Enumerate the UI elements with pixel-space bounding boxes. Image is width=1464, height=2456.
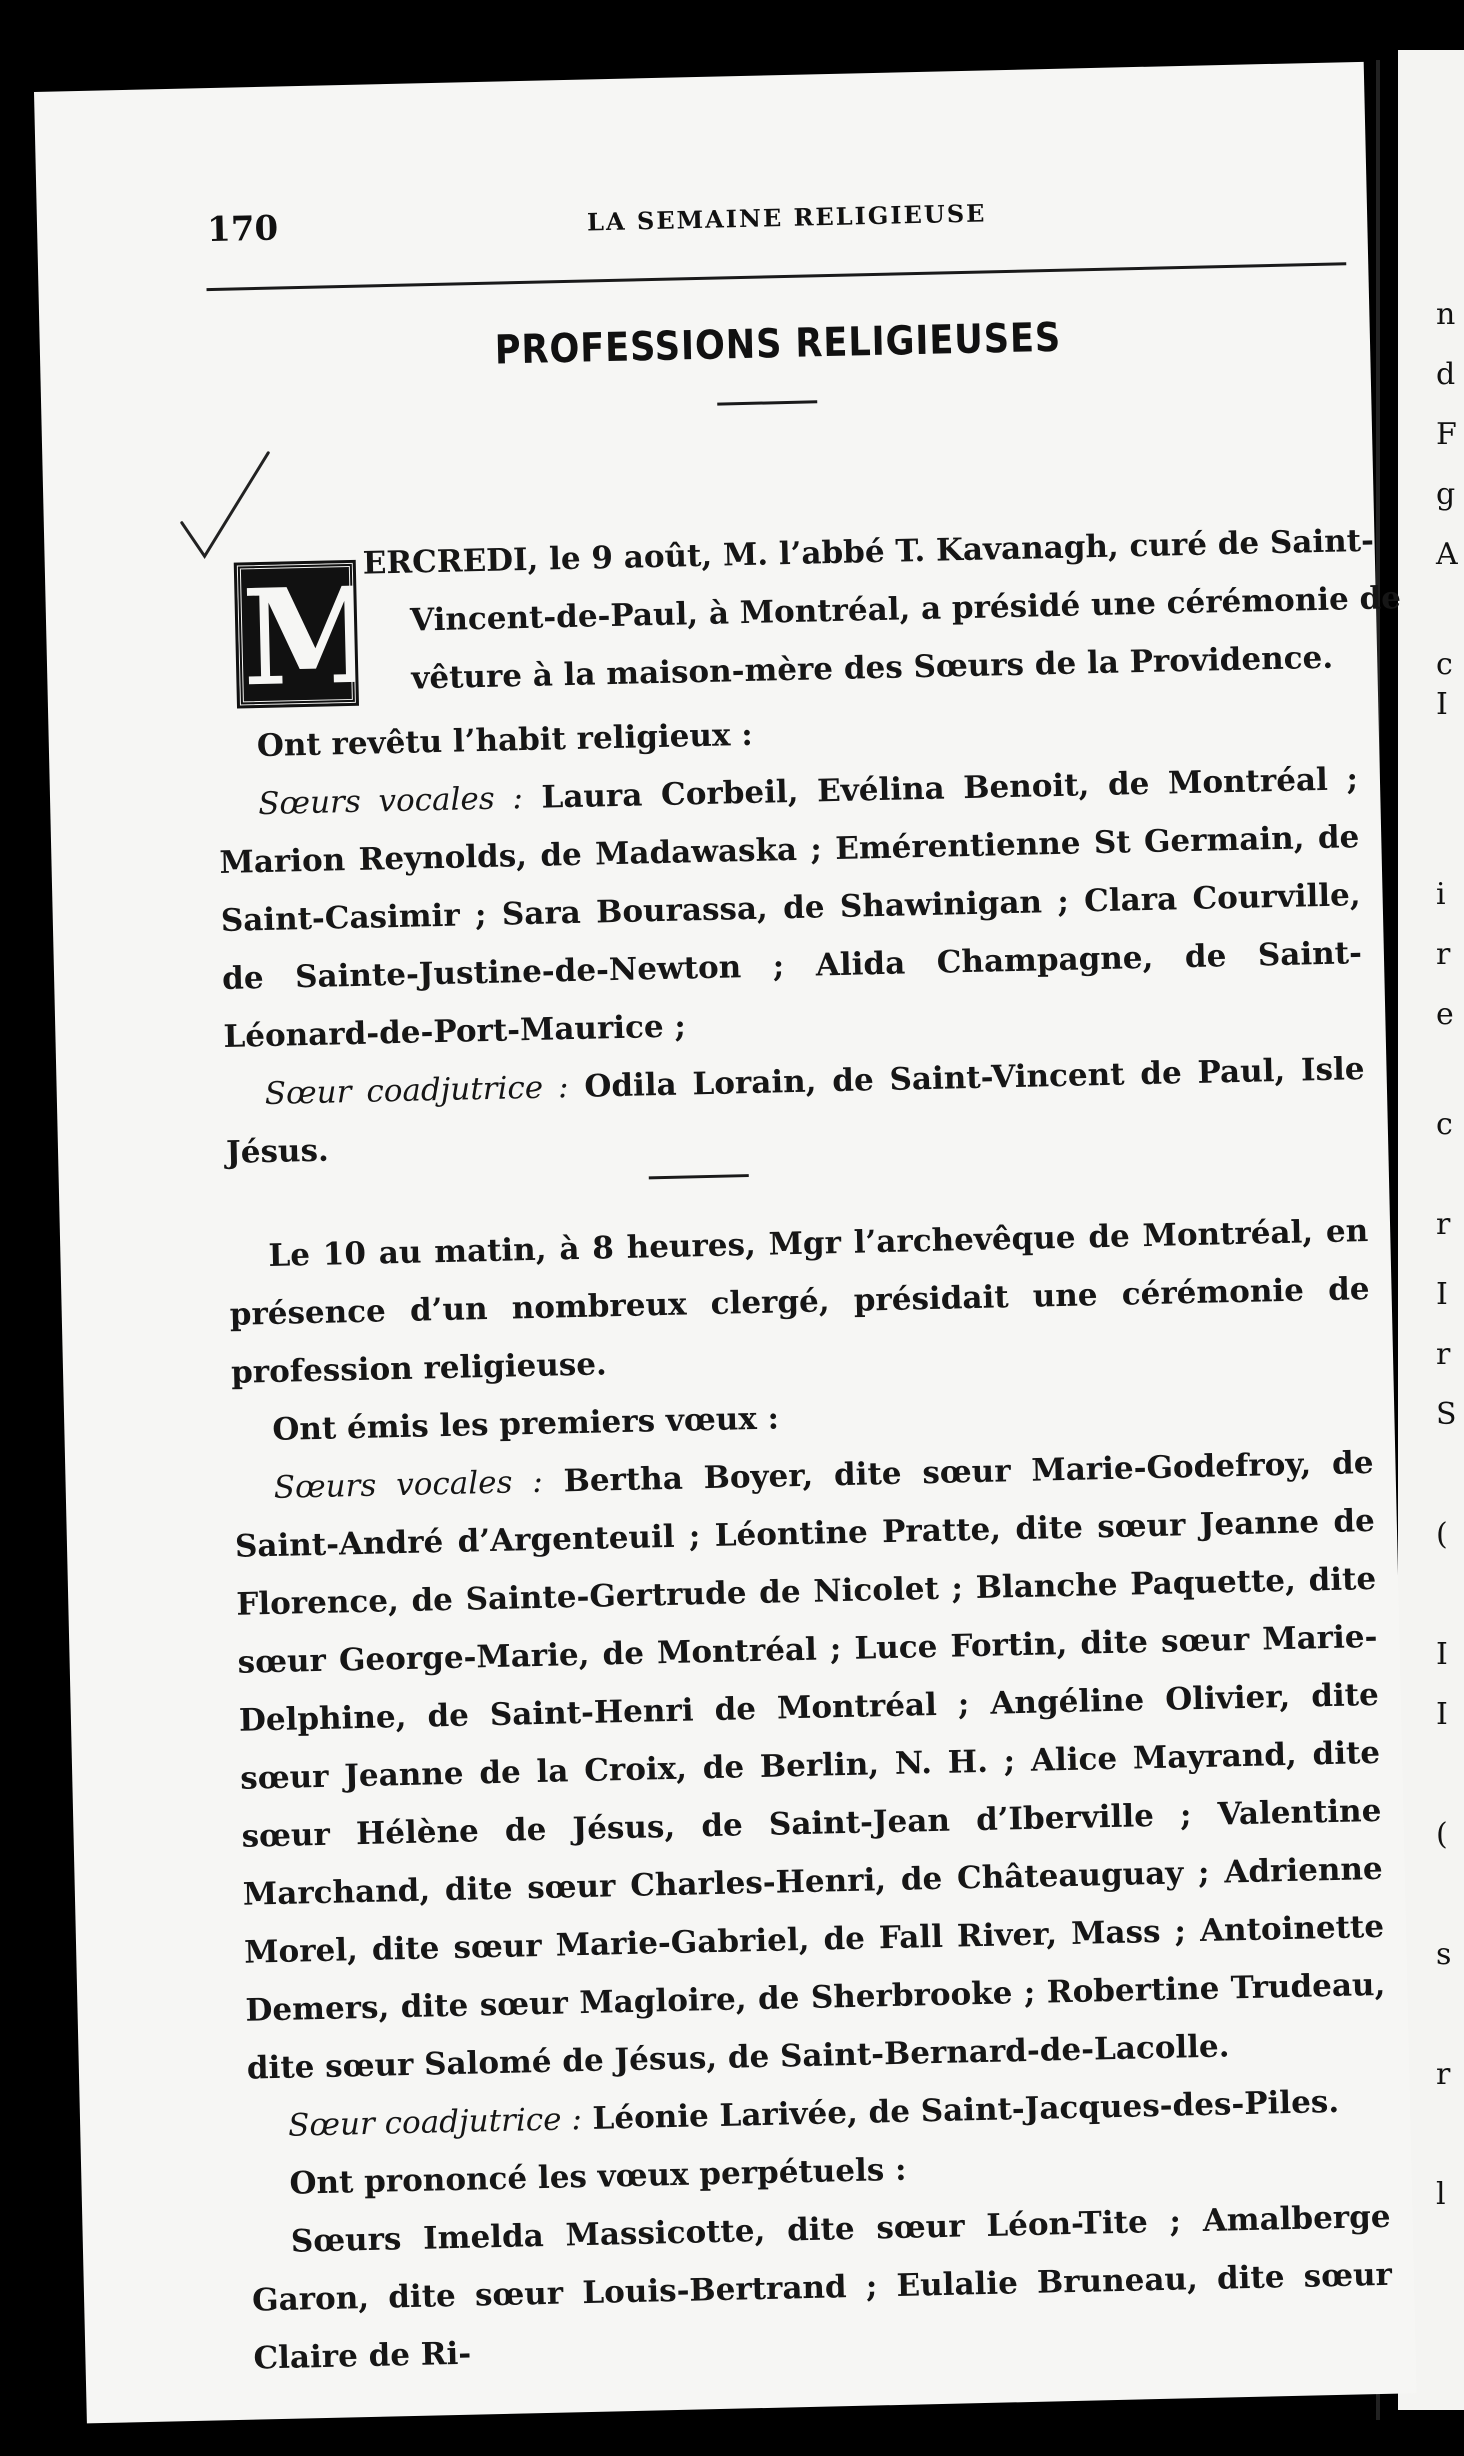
handwritten-check-icon bbox=[172, 443, 275, 565]
edge-letter: ( bbox=[1436, 1517, 1448, 1552]
edge-letter: s bbox=[1436, 1937, 1452, 1972]
edge-letter: i bbox=[1436, 877, 1446, 912]
edge-letter: r bbox=[1436, 1207, 1451, 1242]
edge-letter: c bbox=[1436, 647, 1453, 682]
edge-letter: I bbox=[1436, 1697, 1448, 1732]
running-head: LA SEMAINE RELIGIEUSE bbox=[586, 198, 987, 237]
edge-letter: r bbox=[1436, 2057, 1451, 2092]
profession-opening: Le 10 au matin, à 8 heures, Mgr l’archevêque de Montréal, en présence d’un nombreux clergé, présidait une cérémonie de profession religieuse. bbox=[229, 1213, 1370, 1391]
page-header bbox=[207, 185, 1318, 260]
edge-letter: I bbox=[1436, 1277, 1448, 1312]
edge-letter: l bbox=[1436, 2177, 1446, 2212]
edge-letter: I bbox=[1436, 687, 1448, 722]
coadjutrice-label-2: Sœur coadjutrice : bbox=[287, 2101, 583, 2144]
opening-line-1: ERCREDI, le 9 août, M. l’abbé T. Kavanagh, curé de Saint- bbox=[362, 522, 1375, 582]
vesture-coadjutrice bbox=[224, 1040, 1366, 1182]
edge-letter: g bbox=[1436, 477, 1456, 512]
vesture-list bbox=[216, 692, 1366, 1182]
profession-list bbox=[228, 1202, 1394, 2388]
edge-letter: e bbox=[1436, 997, 1454, 1032]
header-rule bbox=[206, 262, 1346, 291]
edge-letter: ( bbox=[1436, 1817, 1448, 1852]
vocales-names: Laura Corbeil, Evélina Benoit, de Montréal ; Marion Reynolds, de Madawaska ; Emérentienne St Germain, de Saint-Casimir ; Sara Bourassa, de Shawinigan ; Clara Courville, de Sainte-Justine-de-Newton ; Alida Champagne, de Saint-Léonard-de-Port-Maurice ; bbox=[219, 761, 1363, 1055]
edge-letter: F bbox=[1436, 417, 1457, 452]
edge-letter: n bbox=[1436, 297, 1456, 332]
edge-letter: r bbox=[1436, 937, 1451, 972]
page-number: 170 bbox=[206, 208, 279, 251]
profession-intro: Ont émis les premiers vœux : bbox=[272, 1400, 780, 1448]
section-divider bbox=[649, 1174, 749, 1179]
drop-cap-letter: M bbox=[237, 563, 356, 706]
vocales-label: Sœurs vocales : bbox=[257, 780, 524, 823]
edge-letter: c bbox=[1436, 1107, 1453, 1142]
vesture-vocales bbox=[218, 750, 1364, 1066]
coadjutrice-label: Sœur coadjutrice : bbox=[264, 1069, 569, 1113]
perpetual-intro: Ont prononcé les vœux perpétuels : bbox=[289, 2151, 907, 2202]
edge-letter: I bbox=[1436, 1637, 1448, 1672]
perpetual-names: Sœurs Imelda Massicotte, dite sœur Léon-Tite ; Amalberge Garon, dite sœur Louis-Bertrand ; Eulalie Bruneau, dite sœur Claire de Ri- bbox=[251, 2198, 1393, 2377]
opening-line-2: Vincent-de-Paul, à Montréal, a présidé une cérémonie de bbox=[409, 580, 1402, 639]
coadjutrice-name: Odila Lorain, de Saint-Vincent de Paul, Isle Jésus. bbox=[225, 1051, 1365, 1171]
edge-letter: A bbox=[1436, 537, 1458, 572]
opening-line-3: vêture à la maison-mère des Sœurs de la Providence. bbox=[410, 639, 1334, 697]
edge-letter: d bbox=[1436, 357, 1456, 392]
section-title: PROFESSIONS RELIGIEUSES bbox=[494, 314, 1062, 374]
title-divider bbox=[717, 400, 817, 405]
profession-vocales bbox=[233, 1434, 1387, 2098]
edge-letter: r bbox=[1436, 1337, 1451, 1372]
book-page bbox=[34, 62, 1417, 2424]
edge-letter: S bbox=[1436, 1397, 1457, 1432]
vocales-names-2: Bertha Boyer, dite sœur Marie-Godefroy, de Saint-André d’Argenteuil ; Léontine Pratte, dite sœur Jeanne de Florence, de Sainte-Gertrude de Nicolet ; Blanche Paquette, dite sœur George-Marie, de Montréal ; Luce Fortin, dite sœur Marie-Delphine, de Saint-Henri de Montréal ; Angéline Olivier, dite sœur Jeanne de la Croix, de Berlin, N. H. ; Alice Mayrand, dite sœur Hélène de Jésus, de Saint-Jean d’Iberville ; Valentine Marchand, dite sœur Charles-Henri, de Châteauguay ; Adrienne Morel, dite sœur Marie-Gabriel, de Fall River, Mass ; Antoinette Demers, dite sœur Magloire, de Sherbrooke ; Robertine Trudeau, dite sœur Salomé de Jésus, de Saint-Bernard-de-Lacolle. bbox=[234, 1444, 1386, 2087]
opening-paragraph bbox=[212, 512, 1402, 697]
coadjutrice-name-2: Léonie Larivée, de Saint-Jacques-des-Piles. bbox=[581, 2083, 1340, 2138]
vocales-label-2: Sœurs vocales : bbox=[273, 1463, 544, 1506]
vesture-intro: Ont revêtu l’habit religieux : bbox=[256, 716, 754, 765]
